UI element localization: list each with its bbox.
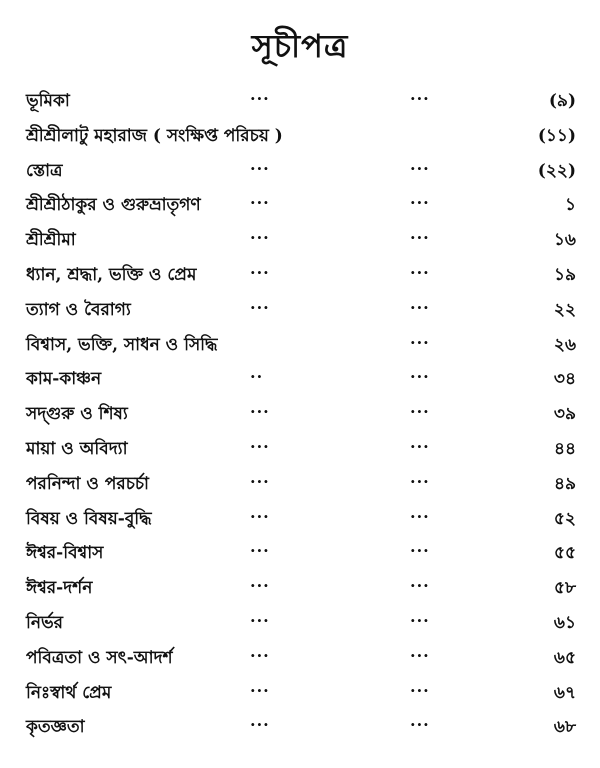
entry-page-number: ৬৮ <box>553 717 576 738</box>
toc-entry <box>0 190 600 225</box>
dot-leader-right: ··· <box>410 506 430 526</box>
dot-leader-left: ··· <box>250 471 270 491</box>
entry-page-number: ৬১ <box>553 612 576 633</box>
dot-leader-right: ··· <box>410 576 430 596</box>
dot-leader-right: ··· <box>410 367 430 387</box>
toc-entry <box>0 504 600 539</box>
entry-title: শ্রীশ্রীলাটু মহারাজ ( সংক্ষিপ্ত পরিচয় ) <box>26 125 283 146</box>
dot-leader-left: ··· <box>250 680 270 700</box>
dot-leader-left: ··· <box>250 158 270 178</box>
entry-title: পবিত্রতা ও সৎ-আদর্শ <box>26 647 173 668</box>
dot-leader-left: ··· <box>250 436 270 456</box>
dot-leader-right: ··· <box>410 610 430 630</box>
table-of-contents <box>0 86 600 747</box>
entry-page-number: ১ <box>564 195 576 216</box>
entry-title: স্তোত্র <box>26 160 63 181</box>
entry-page-number: (২২) <box>537 160 576 181</box>
dot-leader-left: ··· <box>250 193 270 213</box>
toc-entry <box>0 121 600 156</box>
dot-leader-right: ··· <box>410 297 430 317</box>
entry-title: শ্রীশ্রীঠাকুর ও গুরুভ্রাতৃগণ <box>26 195 201 216</box>
dot-leader-left: ··· <box>250 715 270 735</box>
dot-leader-right: ··· <box>410 645 430 665</box>
dot-leader-left: ··· <box>250 297 270 317</box>
entry-title: বিষয় ও বিষয়-বুদ্ধি <box>26 508 152 529</box>
page-title: সূচীপত্র <box>251 27 349 65</box>
entry-title: নির্ভর <box>26 612 64 633</box>
entry-page-number: ৪৪ <box>553 438 576 459</box>
entry-title: ভূমিকা <box>26 91 70 111</box>
toc-entry <box>0 225 600 260</box>
entry-page-number: ৬৫ <box>553 647 576 668</box>
dot-leader-right: ··· <box>410 228 430 248</box>
dot-leader-right: ··· <box>410 471 430 491</box>
entry-page-number: ১৯ <box>553 264 576 285</box>
toc-entry <box>0 469 600 504</box>
entry-page-number: ৪৯ <box>553 473 576 494</box>
toc-entry <box>0 573 600 608</box>
toc-entry <box>0 364 600 399</box>
dot-leader-right: ··· <box>410 89 430 108</box>
entry-page-number: (১১) <box>537 125 576 146</box>
entry-title: কৃতজ্ঞতা <box>26 717 85 738</box>
toc-entry <box>0 330 600 365</box>
dot-leader-left: ··· <box>250 89 270 108</box>
dot-leader-right: ··· <box>410 715 430 735</box>
dot-leader-left: ··· <box>250 262 270 282</box>
entry-page-number: ৫৮ <box>553 578 576 599</box>
entry-page-number: ৬৭ <box>553 682 576 703</box>
toc-entry <box>0 156 600 191</box>
entry-title: মায়া ও অবিদ্যা <box>26 438 128 459</box>
entry-page-number: ২৬ <box>553 334 576 355</box>
entry-page-number: ৩৪ <box>553 369 576 390</box>
toc-entry <box>0 295 600 330</box>
dot-leader-left: ··· <box>250 576 270 596</box>
dot-leader-right: ··· <box>410 262 430 282</box>
entry-title: পরনিন্দা ও পরচর্চা <box>26 473 149 494</box>
entry-title: ঈশ্বর-বিশ্বাস <box>26 543 104 564</box>
entry-title: ত্যাগ ও বৈরাগ্য <box>26 299 131 320</box>
dot-leader-right: ··· <box>410 680 430 700</box>
dot-leader-left: ··· <box>250 610 270 630</box>
entry-page-number: ৫৫ <box>553 543 576 564</box>
entry-title: কাম-কাঞ্চন <box>26 369 102 390</box>
entry-page-number: (৯) <box>548 91 576 111</box>
dot-leader-left: ··· <box>250 541 270 561</box>
dot-leader-left: ·· <box>250 367 264 387</box>
dot-leader-right: ··· <box>410 332 430 352</box>
toc-entry <box>0 678 600 713</box>
entry-title: ধ্যান, শ্রদ্ধা, ভক্তি ও প্রেম <box>26 264 197 285</box>
dot-leader-right: ··· <box>410 436 430 456</box>
dot-leader-right: ··· <box>410 158 430 178</box>
entry-page-number: ২২ <box>553 299 576 320</box>
toc-entry <box>0 643 600 678</box>
toc-entry <box>0 434 600 469</box>
entry-title: সদ্গুরু ও শিষ্য <box>26 404 128 425</box>
entry-title: বিশ্বাস, ভক্তি, সাধন ও সিদ্ধি <box>26 334 218 355</box>
entry-title: শ্রীশ্রীমা <box>26 230 76 251</box>
dot-leader-left: ··· <box>250 506 270 526</box>
toc-entry <box>0 538 600 573</box>
entry-title: নিঃস্বার্থ প্রেম <box>26 682 112 703</box>
dot-leader-right: ··· <box>410 541 430 561</box>
dot-leader-right: ··· <box>410 402 430 422</box>
dot-leader-left: ··· <box>250 645 270 665</box>
toc-entry <box>0 86 600 121</box>
toc-entry <box>0 399 600 434</box>
toc-entry <box>0 712 600 747</box>
entry-page-number: ১৬ <box>553 230 576 251</box>
toc-entry <box>0 608 600 643</box>
dot-leader-left: ··· <box>250 228 270 248</box>
entry-title: ঈশ্বর-দর্শন <box>26 578 93 599</box>
entry-page-number: ৫২ <box>553 508 576 529</box>
dot-leader-right: ··· <box>410 193 430 213</box>
toc-entry <box>0 260 600 295</box>
entry-page-number: ৩৯ <box>553 404 576 425</box>
dot-leader-left: ··· <box>250 402 270 422</box>
